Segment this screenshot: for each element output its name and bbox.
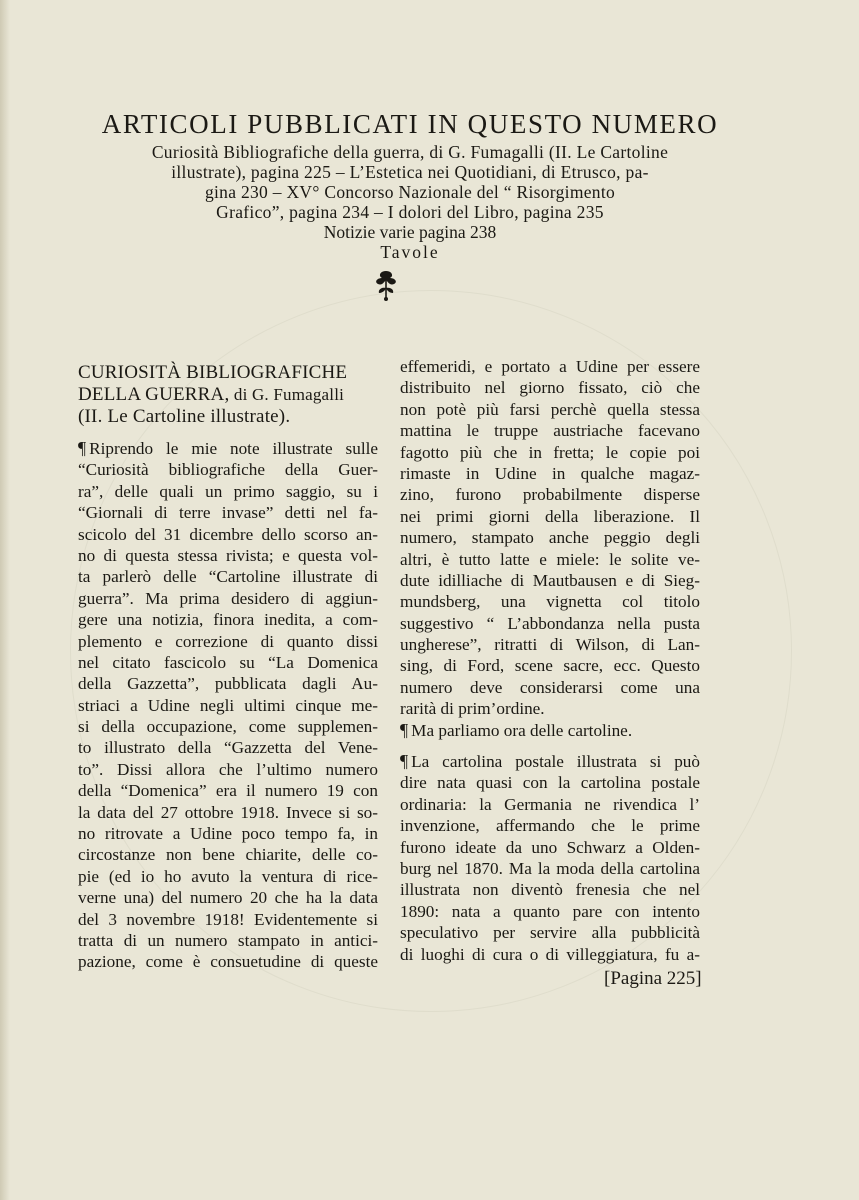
text-line: furono ideate da uno Schwarz a Olden-: [400, 837, 700, 857]
notizie-line: Notizie varie pagina 238: [323, 222, 497, 242]
article-title-caps: DELLA GUERRA,: [78, 384, 230, 405]
text-line: pie (ed io ho avuto la ventura di rice-: [78, 866, 378, 886]
article-author: di G. Fumagalli: [229, 385, 345, 404]
text-line: “Giornali di terre invase” detti nel fa-: [78, 503, 378, 523]
text-line: to”. Dissi allora che l’ultimo numero: [78, 759, 378, 779]
text-line: speculativo per servire alla pubblicità: [400, 923, 700, 943]
summary-line: gina 230 – XV° Concorso Nazionale del “ Risorgimento: [204, 182, 616, 202]
text-line: ¶ La cartolina postale illustrata si può: [400, 751, 700, 772]
text-line: numero deve considerarsi come una: [400, 677, 700, 697]
text-line: ¶ Ma parliamo ora delle cartoline.: [400, 719, 633, 740]
text-line: dute idilliache di Mautbausen e di Sieg-: [400, 570, 700, 590]
text-line: guerra”. Ma prima desidero di aggiun-: [78, 588, 378, 608]
tavole-line: Tavole: [380, 242, 440, 262]
summary-line: illustrate), pagina 225 – L’Estetica nei Quotidiani, di Etrusco, pa-: [171, 162, 649, 182]
text-line: zino, furono probabilmente disperse: [400, 485, 700, 505]
text-line: to illustrato della “Gazzetta del Vene-: [78, 738, 378, 758]
text-line: no ritrovate a Udine poco tempo fa, in: [78, 824, 378, 844]
summary-line: Curiosità Bibliografiche della guerra, di G. Fumagalli (II. Le Cartoline: [151, 142, 669, 162]
text-line: invenzione, affermando che le prime: [400, 816, 700, 836]
pilcrow-icon: ¶: [400, 719, 409, 740]
text-line: sing, di Ford, scene sacre, ecc. Questo: [400, 656, 700, 676]
text-line: nei primi giorni della liberazione. Il: [400, 506, 700, 526]
text-line: mundsberg, una vignetta col titolo: [400, 592, 700, 612]
text-line: tratta di un numero stampato in antici-: [78, 930, 378, 950]
text-line: si della occupazione, come supplemen-: [78, 717, 378, 737]
text-line: del 3 novembre 1918! Evidentemente si: [78, 909, 378, 929]
article-title-cont: [78, 384, 378, 406]
contents-summary: [60, 142, 760, 222]
text-line: scicolo del 31 dicembre dello scorso an-: [78, 524, 378, 544]
summary-line: Grafico”, pagina 234 – I dolori del Libro, pagina 235: [216, 202, 604, 222]
text-line: nel citato fascicolo su “La Domenica: [78, 652, 378, 672]
pilcrow-icon: ¶: [400, 751, 409, 772]
text-line: no di questa stessa rivista; e questa vol-: [78, 545, 378, 565]
page-edge-shadow: [0, 0, 10, 1200]
text-line: “Curiosità bibliografiche della Guer-: [78, 460, 378, 480]
article-subtitle: (II. Le Cartoline illustrate).: [78, 406, 291, 427]
contents-title: ARTICOLI PUBBLICATI IN QUESTO NUMERO: [101, 109, 719, 139]
text-line: ra”, delle quali un primo saggio, su i: [78, 481, 378, 501]
text-line: suggestivo “ L’abbondanza nella pusta: [400, 613, 700, 633]
text-line: rimaste in Udine in qualche magaz-: [400, 463, 700, 483]
left-column: [78, 362, 378, 973]
text-line: della “Domenica” era il numero 19 con: [78, 781, 378, 801]
text-line: la data del 27 ottobre 1918. Invece si so-: [78, 802, 378, 822]
text-line: rarità di prim’ordine.: [400, 699, 545, 719]
right-column: [400, 356, 700, 965]
text-line: illustrata non diventò frenesia che nel: [400, 880, 700, 900]
text-line: distribuito nel giorno fissato, ciò che: [400, 378, 700, 398]
text-line: fagotto più che in fretta; le copie poi: [400, 442, 700, 462]
text-line: pazione, come è consuetudine di queste: [78, 952, 378, 972]
text-line: non potè più farsi perchè quella stessa: [400, 399, 700, 419]
text-line: verne una) del numero 20 che ha la data: [78, 888, 378, 908]
pilcrow-icon: ¶: [78, 438, 87, 458]
text-line: altri, è tutto latte e miele: le solite ve-: [400, 549, 700, 569]
text-line: striaci a Udine negli ultimi cinque me-: [78, 695, 378, 715]
text-line: numero, stampato anche peggio degli: [400, 528, 700, 548]
contents-header: [60, 108, 760, 262]
text-line: plemento e correzione di quanto dissi: [78, 631, 378, 651]
article-title: CURIOSITÀ BIBLIOGRAFICHE: [78, 362, 348, 383]
page-number: [Pagina 225]: [604, 968, 702, 989]
text-line: della Gazzetta”, pubblicata dagli Au-: [78, 674, 378, 694]
text-line: burg nel 1870. Ma la moda della cartolina: [400, 858, 700, 878]
text-line: ungherese”, ritratti di Wilson, di Lan-: [400, 635, 700, 655]
text-line: dire nata quasi con la cartolina postale: [400, 773, 700, 793]
text-line: gere una notizia, finora inedita, a com-: [78, 610, 378, 630]
text-line: mattina le truppe austriache facevano: [400, 421, 700, 441]
text-line: 1890: nata a quanto pare con intento: [400, 901, 700, 921]
text-line: ordinaria: la Germania ne rivendica l’: [400, 794, 700, 814]
text-line: di luoghi di cura o di villeggiatura, fu a-: [400, 944, 700, 964]
text-line: circostanze non bene chiarite, delle co-: [78, 845, 378, 865]
text-line: ta parlerò delle “Cartoline illustrate di: [78, 567, 378, 587]
text-line: effemeridi, e portato a Udine per essere: [400, 357, 700, 376]
text-line: ¶ Riprendo le mie note illustrate sulle: [78, 438, 378, 458]
fleuron-icon: [368, 268, 404, 302]
